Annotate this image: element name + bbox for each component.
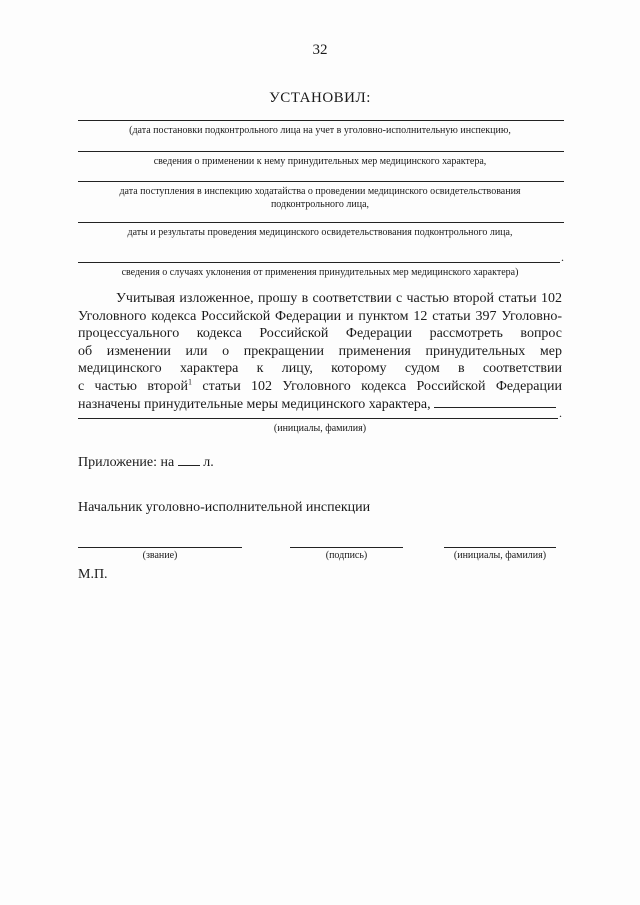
fill-line[interactable] [78,151,564,152]
paragraph-line: назначены принудительные меры медицинского характера, [78,395,562,414]
request-paragraph [78,290,562,414]
initials-line[interactable] [444,547,556,548]
fill-line[interactable] [78,262,560,263]
fill-line[interactable] [78,181,564,182]
field-caption: сведения о применении к нему принудительных мер медицинского характера, [153,156,487,167]
signer-title: Начальник уголовно-исполнительной инспекции [78,500,371,515]
field-caption: (дата постановки подконтрольного лица на учет в уголовно-исполнительную инспекцию, [129,125,511,136]
sheet-count-field[interactable] [178,453,200,466]
attachment-line: Приложение: на л. [78,455,214,470]
fill-line[interactable] [78,418,558,419]
paragraph-line: Уголовного кодекса Российской Федерации и пунктом 12 статьи 397 Уголовно- [78,308,562,324]
page-number: 32 [312,42,328,58]
field-caption: сведения о случаях уклонения от применения принудительных мер медицинского характера) [121,267,519,278]
rank-line[interactable] [78,547,242,548]
paragraph-line: Учитывая изложенное, прошу в соответствии с частью второй статьи 102 [116,291,562,306]
fill-line[interactable] [434,395,556,408]
paragraph-line: об изменении или о прекращении применения принудительных мер [78,343,562,359]
rank-caption: (звание) [142,550,178,561]
field-caption: даты и результаты проведения медицинского освидетельствования подконтрольного лица, [127,227,513,238]
signature-caption: (подпись) [325,550,368,561]
initials-caption: (инициалы, фамилия) [453,550,547,561]
paragraph-line: медицинского характера к лицу, которому судом в соответствии [78,361,562,376]
seal-mark: М.П. [78,567,108,582]
paragraph-line-6: с частью второй$^1$ статьи 102 Уголовного кодекса Российской Федерации [78,376,562,394]
fill-line[interactable] [78,222,564,223]
fill-line[interactable] [78,120,564,121]
field-caption: дата поступления в инспекцию ходатайства о проведении медицинского освидетельствования [119,186,521,197]
signature-line[interactable] [290,547,403,548]
line-end-dot: . [559,406,562,420]
initials-caption: (инициалы, фамилия) [273,423,367,434]
line-end-dot: . [561,250,564,264]
document-heading: УСТАНОВИЛ: [269,90,371,106]
paragraph-line: процессуального кодекса Российской Федерации рассмотреть вопрос [78,326,562,341]
field-caption: подконтрольного лица, [270,199,370,210]
footnote-mark: 1 [188,376,193,386]
